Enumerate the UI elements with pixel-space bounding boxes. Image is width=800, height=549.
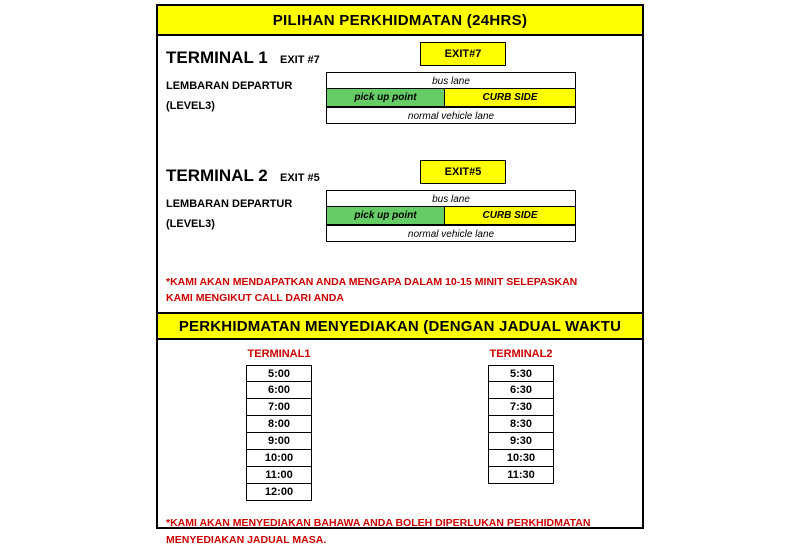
time-cell: 9:30 — [488, 433, 554, 450]
schedule-column-terminal-1 — [158, 348, 400, 501]
schedule-section-title: PERKHIDMATAN MENYEDIAKAN (DENGAN JADUAL WAKTU — [158, 312, 642, 340]
time-cell: 7:30 — [488, 399, 554, 416]
terminal-2-pickup-row — [326, 207, 576, 225]
terminal-1-bus-lane: bus lane — [326, 72, 576, 89]
time-cell: 5:30 — [488, 365, 554, 382]
page-title: PILIHAN PERKHIDMATAN (24HRS) — [158, 6, 642, 36]
terminal-block-1 — [158, 36, 642, 154]
schedule-header-terminal-2: TERMINAL2 — [489, 348, 553, 360]
footer-note-line-1: *KAMI AKAN MENYEDIAKAN BAHAWA ANDA BOLEH DIPERLUKAN PERKHIDMATAN — [166, 517, 591, 529]
terminal-1-title: TERMINAL 1 — [166, 48, 268, 67]
content-area — [158, 36, 642, 549]
schedule-column-terminal-2 — [400, 348, 642, 501]
time-cell: 5:00 — [246, 365, 312, 382]
schedule-table — [158, 340, 642, 501]
footer-note — [158, 501, 642, 549]
terminal-2-exit-label: EXIT #5 — [280, 172, 320, 184]
time-cell: 11:30 — [488, 467, 554, 484]
terminal-2-normal-lane: normal vehicle lane — [326, 225, 576, 242]
mid-note-line-2: KAMI MENGIKUT CALL DARI ANDA — [166, 292, 344, 304]
terminal-block-2 — [158, 154, 642, 272]
schedule-times-terminal-1 — [246, 365, 312, 501]
terminal-2-subtitle-2: (LEVEL3) — [166, 218, 215, 230]
terminal-2-pickup-point: pick up point — [327, 207, 445, 224]
terminal-1-pickup-point: pick up point — [327, 89, 445, 106]
terminal-1-subtitle-2: (LEVEL3) — [166, 100, 215, 112]
time-cell: 10:00 — [246, 450, 312, 467]
time-cell: 9:00 — [246, 433, 312, 450]
terminal-1-pickup-row — [326, 89, 576, 107]
terminal-1-exit-label: EXIT #7 — [280, 54, 320, 66]
time-cell: 6:00 — [246, 382, 312, 399]
terminal-1-subtitle-1: LEMBARAN DEPARTUR — [166, 80, 293, 92]
terminal-2-subtitle-1: LEMBARAN DEPARTUR — [166, 198, 293, 210]
terminal-2-bus-lane: bus lane — [326, 190, 576, 207]
schedule-header-terminal-1: TERMINAL1 — [247, 348, 311, 360]
time-cell: 8:30 — [488, 416, 554, 433]
terminal-1-exit-box: EXIT#7 — [420, 42, 506, 66]
time-cell: 7:00 — [246, 399, 312, 416]
mid-note — [158, 272, 642, 306]
terminal-1-curb-side: CURB SIDE — [445, 89, 575, 106]
schedule-times-terminal-2 — [488, 365, 554, 484]
mid-note-line-1: *KAMI AKAN MENDAPATKAN ANDA MENGAPA DALAM 10-15 MINIT SELEPASKAN — [166, 276, 578, 288]
time-cell: 6:30 — [488, 382, 554, 399]
terminal-2-title: TERMINAL 2 — [166, 166, 268, 185]
time-cell: 8:00 — [246, 416, 312, 433]
terminal-2-curb-side: CURB SIDE — [445, 207, 575, 224]
service-info-sheet — [156, 4, 644, 546]
terminal-2-exit-box: EXIT#5 — [420, 160, 506, 184]
terminal-2-lane-diagram — [326, 190, 576, 242]
footer-note-line-2: MENYEDIAKAN JADUAL MASA. — [166, 534, 327, 546]
time-cell: 12:00 — [246, 484, 312, 501]
terminal-1-normal-lane: normal vehicle lane — [326, 107, 576, 124]
time-cell: 10:30 — [488, 450, 554, 467]
terminal-1-lane-diagram — [326, 72, 576, 124]
time-cell: 11:00 — [246, 467, 312, 484]
